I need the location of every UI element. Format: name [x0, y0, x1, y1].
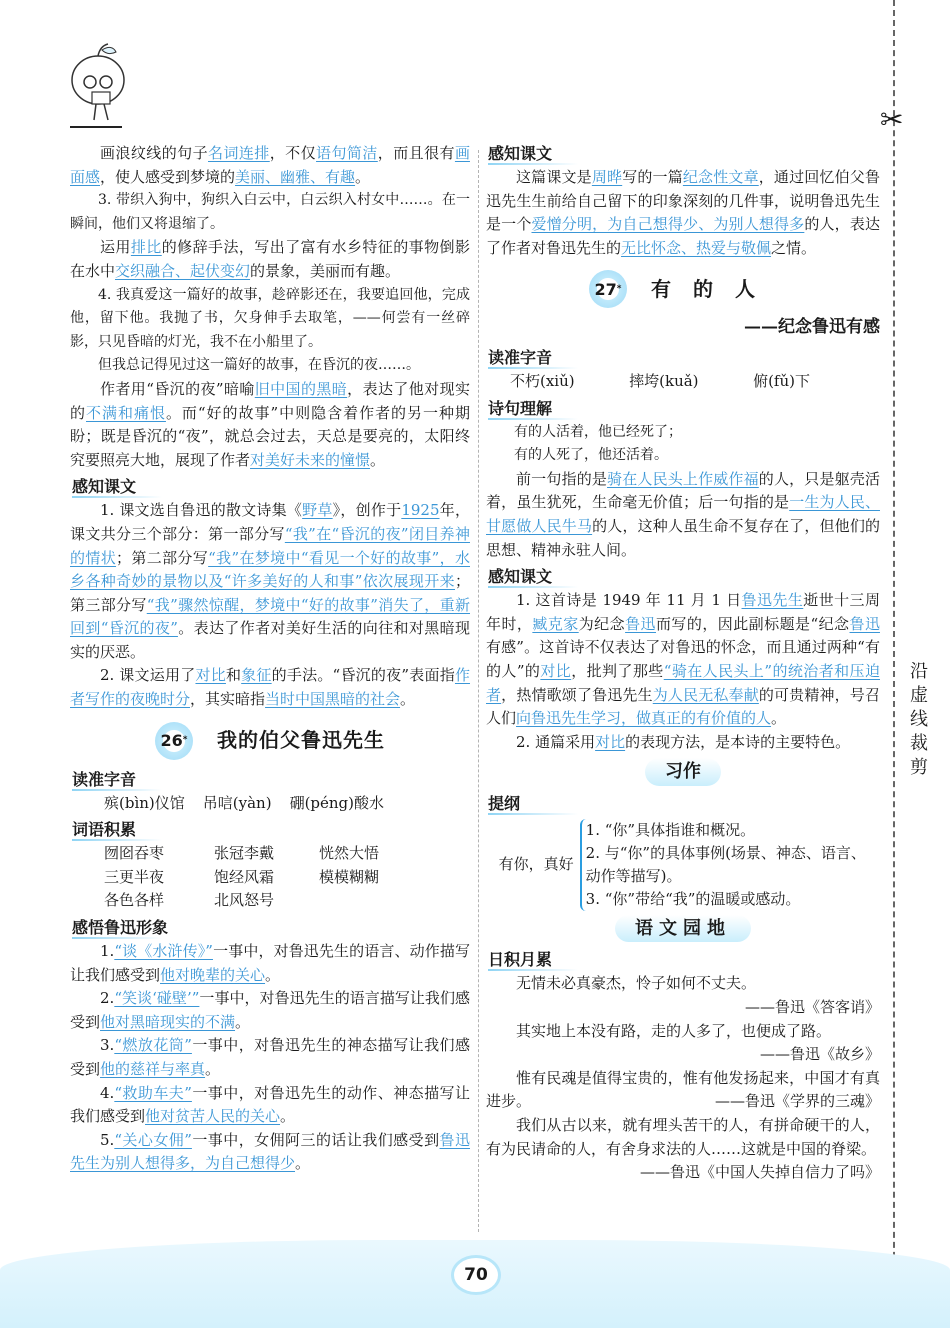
- outline-bracket: [580, 819, 880, 911]
- section-heading: 日积月累: [486, 948, 880, 971]
- banner-title: 习作: [645, 758, 721, 786]
- pinyin-item: 俯(fǔ)下: [753, 371, 810, 390]
- analysis-paragraph: 前一句指的是骑在人民头上作威作福的人，只是躯壳活着，虽生犹死，生命毫无价值；后一句指的是一生为人民、甘愿做人民牛马的人，这种人虽生命不复存在了，但他们的思想、精神永驻人间。: [486, 469, 880, 559]
- analysis-paragraph: 1. 课文选自鲁迅的散文诗集《野草》，创作于1925年，课文共分三个部分：第一部分写“我”在“昏沉的夜”闭目养神的情状；第二部分写“我”在梦境中“看见一个好的故事”，水乡各种奇妙的景物以及“许多美好的人和事”依次展现开来；第三部分写“我”骤然惊醒，梦境中“好的故事”消失了，重新回到“昏沉的夜”。表达了作者对美好生活的向往和对黑暗现实的厌恶。: [70, 501, 470, 661]
- image-item: 5.“关心女佣”一事中，女佣阿三的话让我们感受到鲁迅先生为别人想得多，为自己想得少。: [70, 1130, 470, 1173]
- lesson-title: 有的人: [651, 276, 777, 301]
- section-heading: 感悟鲁迅形象: [70, 916, 470, 939]
- section-heading: 感知课文: [486, 565, 880, 588]
- outline-point: 3. “你”带给“我”的温暖或感动。: [585, 889, 801, 908]
- maxim-source: ——鲁迅《中国人失掉自信力了吗》: [639, 1163, 880, 1182]
- banner-title: 语文园地: [615, 915, 751, 943]
- writing-outline: [486, 819, 880, 911]
- word-item: 模模糊糊: [319, 867, 380, 886]
- lesson-26-header: [70, 722, 470, 760]
- section-heading: 感知课文: [486, 142, 880, 165]
- section-heading: 词语积累: [70, 818, 470, 841]
- outline-topic: 有你，真好: [498, 855, 574, 874]
- column-divider: [478, 150, 479, 1232]
- lesson-subtitle: ——纪念鲁迅有感: [744, 317, 880, 338]
- cut-char: 线: [910, 709, 928, 730]
- garden-banner: [486, 915, 880, 943]
- cut-instruction: [906, 660, 932, 780]
- maxim-source: ——鲁迅《故乡》: [759, 1045, 880, 1064]
- word-item: 恍然大悟: [319, 844, 380, 863]
- section-heading: 感知课文: [70, 475, 470, 498]
- lesson-title: 我的伯父鲁迅先生: [217, 727, 385, 752]
- header-rule: [70, 126, 122, 128]
- section-heading: 读准字音: [486, 346, 880, 369]
- word-item: 三更半夜: [104, 867, 165, 886]
- writing-banner: [486, 758, 880, 786]
- word-item: 饱经风霜: [214, 867, 275, 886]
- pinyin-row: [486, 370, 880, 394]
- section-heading: 读准字音: [70, 768, 470, 791]
- section-heading: 提纲: [486, 792, 880, 815]
- maxim-source: ——鲁迅《学界的三魂》: [714, 1092, 880, 1111]
- apple-mascot-icon: [66, 40, 136, 126]
- cut-char: 沿: [910, 661, 928, 682]
- poem-line: 有的人死了，他还活着。: [514, 447, 668, 464]
- image-item: 3.“燃放花筒”一事中，对鲁迅先生的神态描写让我们感受到他的慈祥与率真。: [70, 1036, 470, 1078]
- analysis-paragraph: 画浪纹线的句子名词连排，不仅语句简洁，而且很有画面感，使人感受到梦境的美丽、幽雅、有趣。: [70, 144, 470, 186]
- maxim: 我们从古以来，就有埋头苦干的人，有拼命硬干的人，有为民请命的人，有舍身求法的人……这就是中国的脊梁。 ——鲁迅《中国人失掉自信力了吗》: [486, 1114, 880, 1161]
- cut-dashed-line: [893, 0, 895, 1328]
- maxim-source: ——鲁迅《答客诮》: [744, 998, 880, 1017]
- pinyin-row: [70, 792, 470, 816]
- cut-char: 裁: [910, 733, 928, 754]
- word-item: 张冠李戴: [214, 844, 275, 863]
- right-column: [486, 142, 880, 1185]
- analysis-paragraph: 运用排比的修辞手法，写出了富有水乡特征的事物倒影在水中交织融合、起伏变幻的景象，美丽而有趣。: [70, 238, 470, 280]
- maxim: 其实地上本没有路，走的人多了，也便成了路。: [516, 1021, 832, 1040]
- quoted-sentence-3: 3. 带织入狗中，狗织入白云中，白云织入村女中……。在一瞬间，他们又将退缩了。: [70, 192, 470, 232]
- word-list: [70, 842, 470, 913]
- analysis-paragraph: 2. 课文运用了对比和象征的手法。“昏沉的夜”表面指作者写作的夜晚时分，其实暗指当时中国黑暗的社会。: [70, 666, 470, 709]
- image-item: 1.“谈《水浒传》”一事中，对鲁迅先生的语言、动作描写让我们感受到他对晚辈的关心。: [70, 942, 470, 984]
- analysis-paragraph: 2. 通篇采用对比的表现方法，是本诗的主要特色。: [516, 732, 851, 751]
- pinyin-item: 硼(péng)酸水: [289, 793, 385, 812]
- section-heading: 诗句理解: [486, 397, 880, 420]
- pinyin-item: 不朽(xiǔ): [510, 371, 575, 390]
- pinyin-item: 吊唁(yàn): [202, 793, 272, 812]
- quoted-sentence-4: 4. 我真爱这一篇好的故事，趁碎影还在，我要追回他，完成他，留下他。我抛了书，欠身伸手去取笔，——何尝有一丝碎影，只见昏暗的灯光，我不在小船里了。: [70, 286, 470, 350]
- left-column: [70, 142, 470, 1176]
- outline-point: 2. 与“你”的具体事例(场景、神态、语言、动作等描写)。: [585, 843, 866, 885]
- page-number: 70: [454, 1258, 498, 1292]
- image-item: 2.“笑谈‘碰壁’”一事中，对鲁迅先生的语言描写让我们感受到他对黑暗现实的不满。: [70, 989, 470, 1031]
- lesson-27-header: [486, 270, 880, 308]
- outline-point: 1. “你”具体指谁和概况。: [585, 820, 756, 839]
- poem-line: 有的人活着，他已经死了；: [514, 423, 682, 440]
- maxim: 惟有民魂是值得宝贵的，惟有他发扬起来，中国才有真进步。 ——鲁迅《学界的三魂》: [486, 1067, 880, 1114]
- lesson-number-badge: 26 *: [155, 722, 193, 760]
- quoted-sentence-4b: 但我总记得见过这一篇好的故事，在昏沉的夜……。: [98, 357, 420, 374]
- word-item: 各色各样: [104, 891, 165, 910]
- analysis-paragraph: 作者用“昏沉的夜”暗喻旧中国的黑暗，表达了他对现实的不满和痛恨。而“好的故事”中则隐含着作者的另一种期盼；既是昏沉的“夜”，就总会过去，天总是要亮的，太阳终究要照亮大地，展现了作者对美好未来的憧憬。: [70, 379, 470, 469]
- lesson-number-badge: 27 *: [589, 270, 627, 308]
- analysis-paragraph: 这篇课文是周晔写的一篇纪念性文章，通过回忆伯父鲁迅先生生前给自己留下的印象深刻的几件事，说明鲁迅先生是一个爱憎分明，为自己想得少、为别人想得多的人，表达了作者对鲁迅先生的无比怀念、热爱与敬佩之情。: [486, 168, 880, 257]
- pinyin-item: 殡(bìn)仪馆: [104, 793, 185, 812]
- cut-char: 剪: [910, 757, 928, 778]
- word-item: 囫囵吞枣: [104, 844, 165, 863]
- maxim: 无情未必真豪杰，怜子如何不丈夫。: [516, 974, 757, 993]
- cut-char: 虚: [910, 685, 928, 706]
- word-item: 北风怒号: [214, 891, 275, 910]
- scissors-icon: ✂: [880, 103, 904, 136]
- analysis-paragraph: 1. 这首诗是 1949 年 11 月 1 日鲁迅先生逝世十三周年时，臧克家为纪念鲁迅而写的，因此副标题是“纪念鲁迅有感”。这首诗不仅表达了对鲁迅的怀念，而且通过两种“有的人”的对比，批判了那些“骑在人民头上”的统治者和压迫者，热情歌颂了鲁迅先生为人民无私奉献的可贵精神，号召人们向鲁迅先生学习，做真正的有价值的人。: [486, 591, 880, 728]
- image-item: 4.“救助车夫”一事中，对鲁迅先生的动作、神态描写让我们感受到他对贫苦人民的关心。: [70, 1083, 470, 1126]
- pinyin-item: 摔垮(kuǎ): [629, 371, 699, 390]
